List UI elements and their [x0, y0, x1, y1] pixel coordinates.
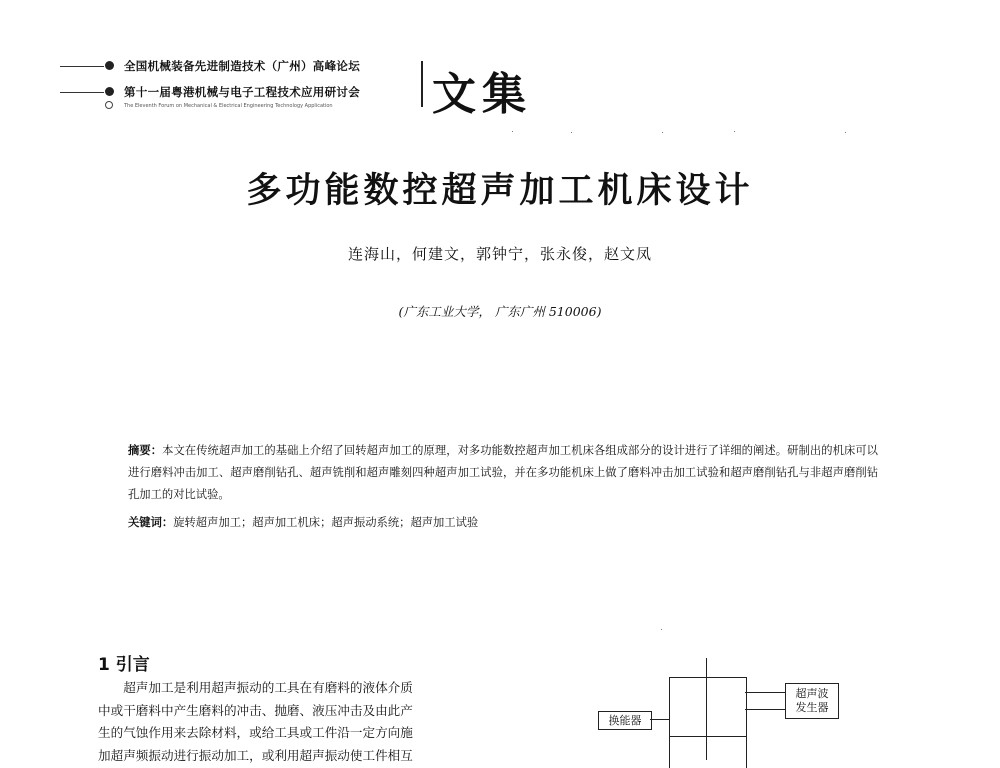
- transducer-divider: [669, 736, 747, 737]
- generator-link-top: [745, 692, 785, 693]
- scan-speck: [662, 132, 663, 133]
- body-line: 中或干磨料中产生磨料的冲击、抛磨、液压冲击及由此产: [98, 702, 413, 718]
- paper-affiliation: (广东工业大学， 广东广州 510006): [398, 304, 602, 319]
- transducer-leader-line: [650, 719, 669, 720]
- body-line: 生的气蚀作用来去除材料，或给工具或工件沿一定方向施: [98, 725, 413, 741]
- header-bullet-3: [105, 101, 113, 109]
- body-line: 超声加工是利用超声振动的工具在有磨料的液体介质: [123, 680, 413, 695]
- keywords-label: 关键词：: [128, 515, 174, 529]
- abstract-block: [128, 439, 878, 506]
- paper-title: 多功能数控超声加工机床设计: [246, 171, 754, 211]
- transducer-label: 换能器: [608, 713, 642, 727]
- scan-speck: [512, 131, 513, 132]
- scan-speck: [734, 131, 735, 132]
- header-conference-english: The Eleventh Forum on Mechanical & Electrical Engineering Technology Application: [124, 103, 333, 109]
- section-heading: 1 引言: [98, 655, 150, 675]
- abstract-label: 摘要：: [128, 443, 163, 457]
- header-bullet-1: [105, 61, 114, 70]
- paper-authors: 连海山，何建文，郭钟宁，张永俊，赵文凤: [347, 245, 652, 263]
- ultrasonic-generator-label: 超声波 发生器: [795, 687, 829, 714]
- scan-speck: [661, 629, 662, 630]
- header-rule-2: [60, 92, 104, 93]
- keywords-text: 旋转超声加工；超声加工机床；超声振动系统；超声加工试验: [173, 516, 479, 529]
- abstract-text: 本文在传统超声加工的基础上介绍了回转超声加工的原理，对多功能数控超声加工机床各组成部分的设计进行了详细的阐述。研制出的机床可以进行磨料冲击加工、超声磨削钻孔、超声铣削和超声雕刻四种超声加工试验，并在多功能机床上做了磨料冲击加工试验和超声磨削钻孔与非超声磨削钻孔加工的对比试验。: [128, 444, 878, 501]
- scan-speck: [571, 132, 572, 133]
- header-collection-title: 文集: [432, 69, 532, 120]
- header-conference-2: 第十一届粤港机械与电子工程技术应用研讨会: [124, 85, 360, 99]
- transducer-label-box: [598, 711, 652, 730]
- ultrasonic-generator-box: [785, 683, 839, 719]
- scan-speck: [845, 132, 846, 133]
- section-body: [98, 677, 490, 767]
- body-line: 加超声频振动进行振动加工，或利用超声振动使工件相互: [98, 747, 413, 763]
- header-conference-1: 全国机械装备先进制造技术（广州）高峰论坛: [124, 59, 360, 73]
- header-rule-1: [60, 66, 104, 67]
- header-divider: [421, 61, 423, 107]
- generator-link-bottom: [745, 709, 785, 710]
- keywords-block: [128, 511, 878, 534]
- transducer-body: [669, 677, 747, 768]
- header-bullet-2: [105, 87, 114, 96]
